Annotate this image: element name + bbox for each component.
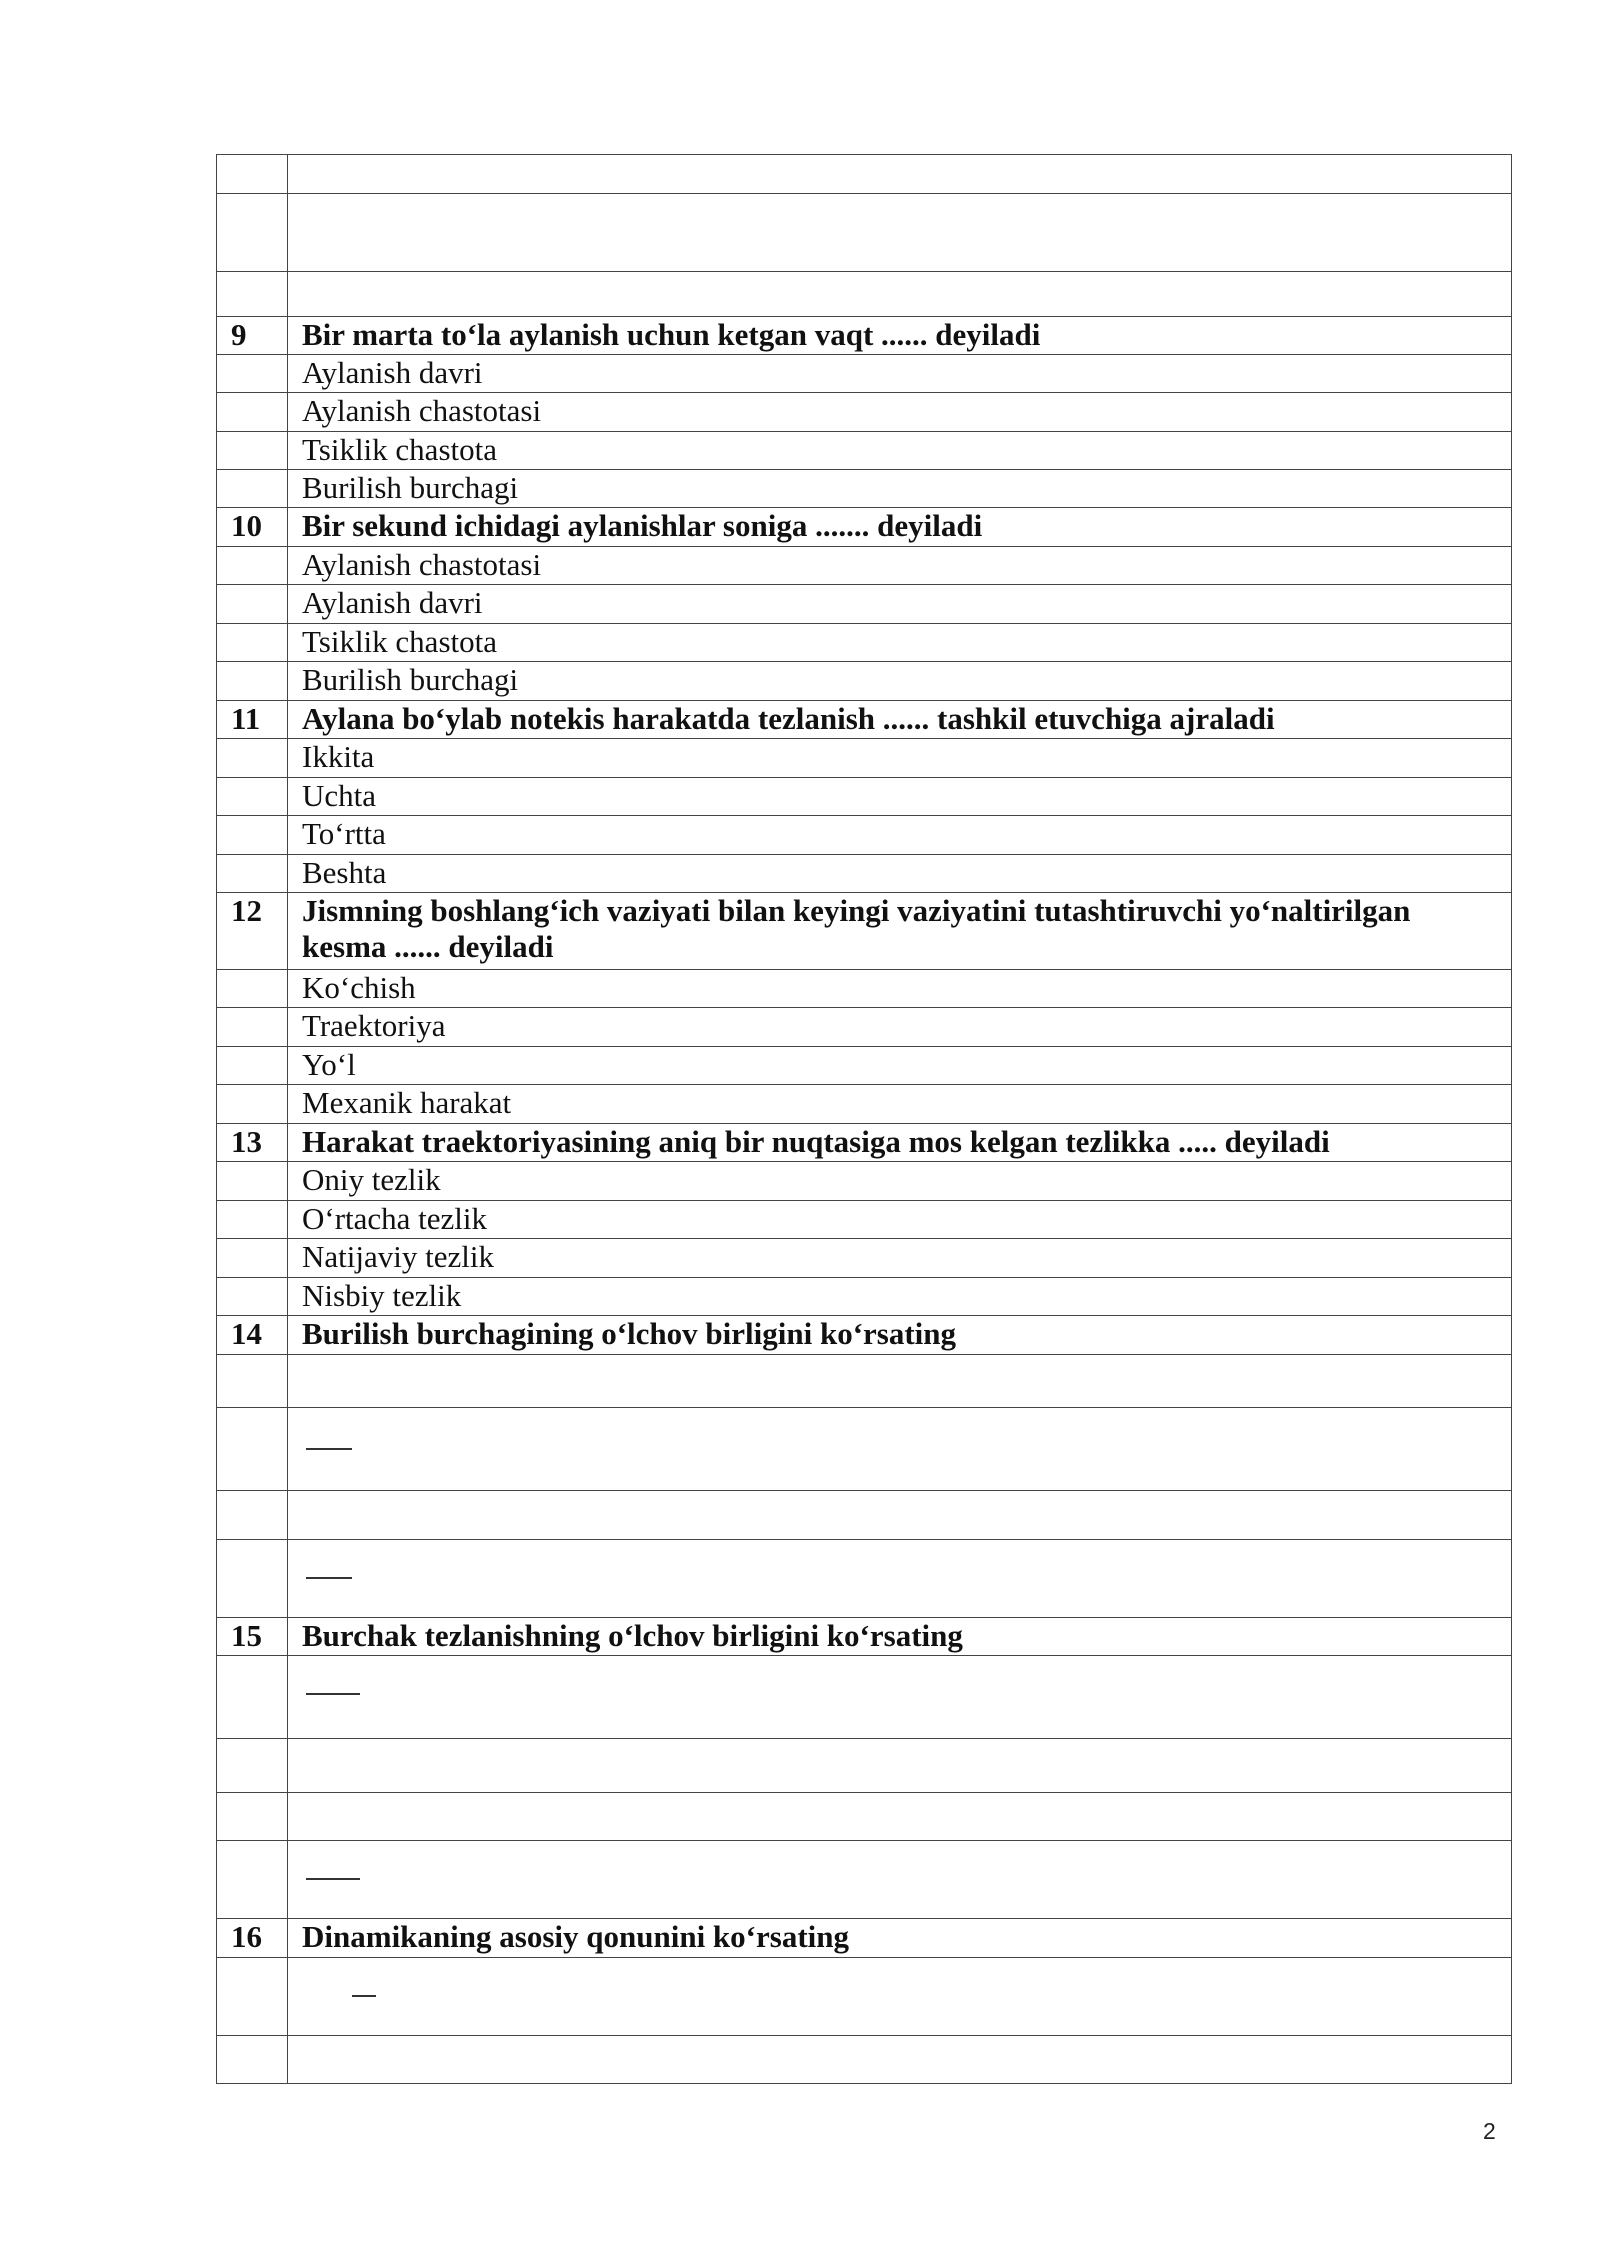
answer-option: Yo‘l — [288, 1047, 1512, 1085]
answer-option: Tsiklik chastota — [288, 624, 1512, 662]
answer-option: Aylanish davri — [288, 355, 1512, 393]
formula-cell — [288, 1656, 1512, 1739]
answer-option: Ikkita — [288, 739, 1512, 778]
answer-option: Natijaviy tezlik — [288, 1239, 1512, 1278]
test-questions-table — [216, 154, 1512, 2084]
question-text: Burchak tezlanishning o‘lchov birligini ko‘rsating — [288, 1618, 1512, 1656]
question-row — [217, 508, 1512, 547]
question-number: 11 — [217, 701, 288, 739]
answer-option: O‘rtacha tezlik — [288, 1201, 1512, 1239]
formula-cell — [288, 1793, 1512, 1841]
answer-row — [217, 355, 1512, 393]
formula-cell — [288, 1841, 1512, 1919]
table-row — [217, 194, 1512, 272]
answer-row — [217, 585, 1512, 624]
formula-cell — [288, 1958, 1512, 2036]
answer-row — [217, 2036, 1512, 2084]
answer-row — [217, 662, 1512, 701]
answer-row — [217, 1491, 1512, 1540]
answer-row — [217, 970, 1512, 1008]
answer-option: Beshta — [288, 855, 1512, 893]
answer-option: Uchta — [288, 778, 1512, 816]
answer-option: Burilish burchagi — [288, 470, 1512, 508]
answer-row — [217, 547, 1512, 585]
question-text: Bir marta to‘la aylanish uchun ketgan vaqt ...... deyiladi — [288, 317, 1512, 355]
answer-option: To‘rtta — [288, 816, 1512, 855]
answer-option: Aylanish chastotasi — [288, 393, 1512, 432]
answer-row — [217, 778, 1512, 816]
question-number: 9 — [217, 317, 288, 355]
question-row — [217, 1618, 1512, 1656]
formula-cell — [288, 194, 1512, 272]
answer-row — [217, 624, 1512, 662]
page-number: 2 — [1483, 2118, 1496, 2144]
question-number: 13 — [217, 1124, 288, 1162]
answer-row — [217, 816, 1512, 855]
question-row — [217, 893, 1512, 970]
fraction-bar — [352, 1995, 376, 1997]
answer-row — [217, 432, 1512, 470]
answer-row — [217, 855, 1512, 893]
answer-row — [217, 1008, 1512, 1047]
formula-cell — [288, 1739, 1512, 1793]
formula-cell — [288, 1355, 1512, 1408]
question-text: Dinamikaning asosiy qonunini ko‘rsating — [288, 1919, 1512, 1958]
answer-option: Burilish burchagi — [288, 662, 1512, 701]
question-row — [217, 1316, 1512, 1355]
answer-row — [217, 1085, 1512, 1124]
answer-option: Nisbiy tezlik — [288, 1278, 1512, 1316]
fraction-bar — [306, 1448, 352, 1450]
formula-cell — [288, 2036, 1512, 2084]
answer-row — [217, 739, 1512, 778]
answer-row — [217, 1201, 1512, 1239]
fraction-bar — [306, 1577, 352, 1579]
question-number: 16 — [217, 1919, 288, 1958]
table-row — [217, 272, 1512, 317]
fraction-bar — [353, 271, 371, 272]
answer-option: Aylanish davri — [288, 585, 1512, 624]
question-text: Aylana bo‘ylab notekis harakatda tezlanish ...... tashkil etuvchiga ajraladi — [288, 701, 1512, 739]
question-number: 12 — [217, 893, 288, 970]
answer-option: Oniy tezlik — [288, 1162, 1512, 1201]
question-row — [217, 1124, 1512, 1162]
answer-row — [217, 1739, 1512, 1793]
question-text: Bir sekund ichidagi aylanishlar soniga ....... deyiladi — [288, 508, 1512, 547]
answer-row — [217, 1793, 1512, 1841]
answer-row — [217, 1239, 1512, 1278]
answer-option: Aylanish chastotasi — [288, 547, 1512, 585]
answer-row — [217, 1047, 1512, 1085]
question-row — [217, 1919, 1512, 1958]
answer-option: Ko‘chish — [288, 970, 1512, 1008]
question-number: 15 — [217, 1618, 288, 1656]
answer-option: Tsiklik chastota — [288, 432, 1512, 470]
fraction-bar — [306, 1878, 360, 1880]
answer-option: Mexanik harakat — [288, 1085, 1512, 1124]
answer-row — [217, 1278, 1512, 1316]
formula-cell — [288, 1408, 1512, 1491]
answer-row — [217, 470, 1512, 508]
fraction-bar — [306, 1693, 360, 1695]
table-row — [217, 155, 1512, 194]
answer-row — [217, 1656, 1512, 1739]
question-row — [217, 701, 1512, 739]
question-number: 14 — [217, 1316, 288, 1355]
formula-cell — [288, 1491, 1512, 1540]
answer-row — [217, 393, 1512, 432]
formula-cell — [288, 1540, 1512, 1618]
answer-row — [217, 1355, 1512, 1408]
answer-row — [217, 1841, 1512, 1919]
answer-row — [217, 1162, 1512, 1201]
answer-option: Traektoriya — [288, 1008, 1512, 1047]
question-text: Harakat traektoriyasining aniq bir nuqtasiga mos kelgan tezlikka ..... deyiladi — [288, 1124, 1512, 1162]
question-row — [217, 317, 1512, 355]
answer-row — [217, 1408, 1512, 1491]
answer-row — [217, 1540, 1512, 1618]
question-number: 10 — [217, 508, 288, 547]
question-text: Jismning boshlang‘ich vaziyati bilan keyingi vaziyatini tutashtiruvchi yo‘naltirilgan kesma ...... deyiladi — [288, 893, 1512, 970]
question-text: Burilish burchagining o‘lchov birligini ko‘rsating — [288, 1316, 1512, 1355]
answer-row — [217, 1958, 1512, 2036]
